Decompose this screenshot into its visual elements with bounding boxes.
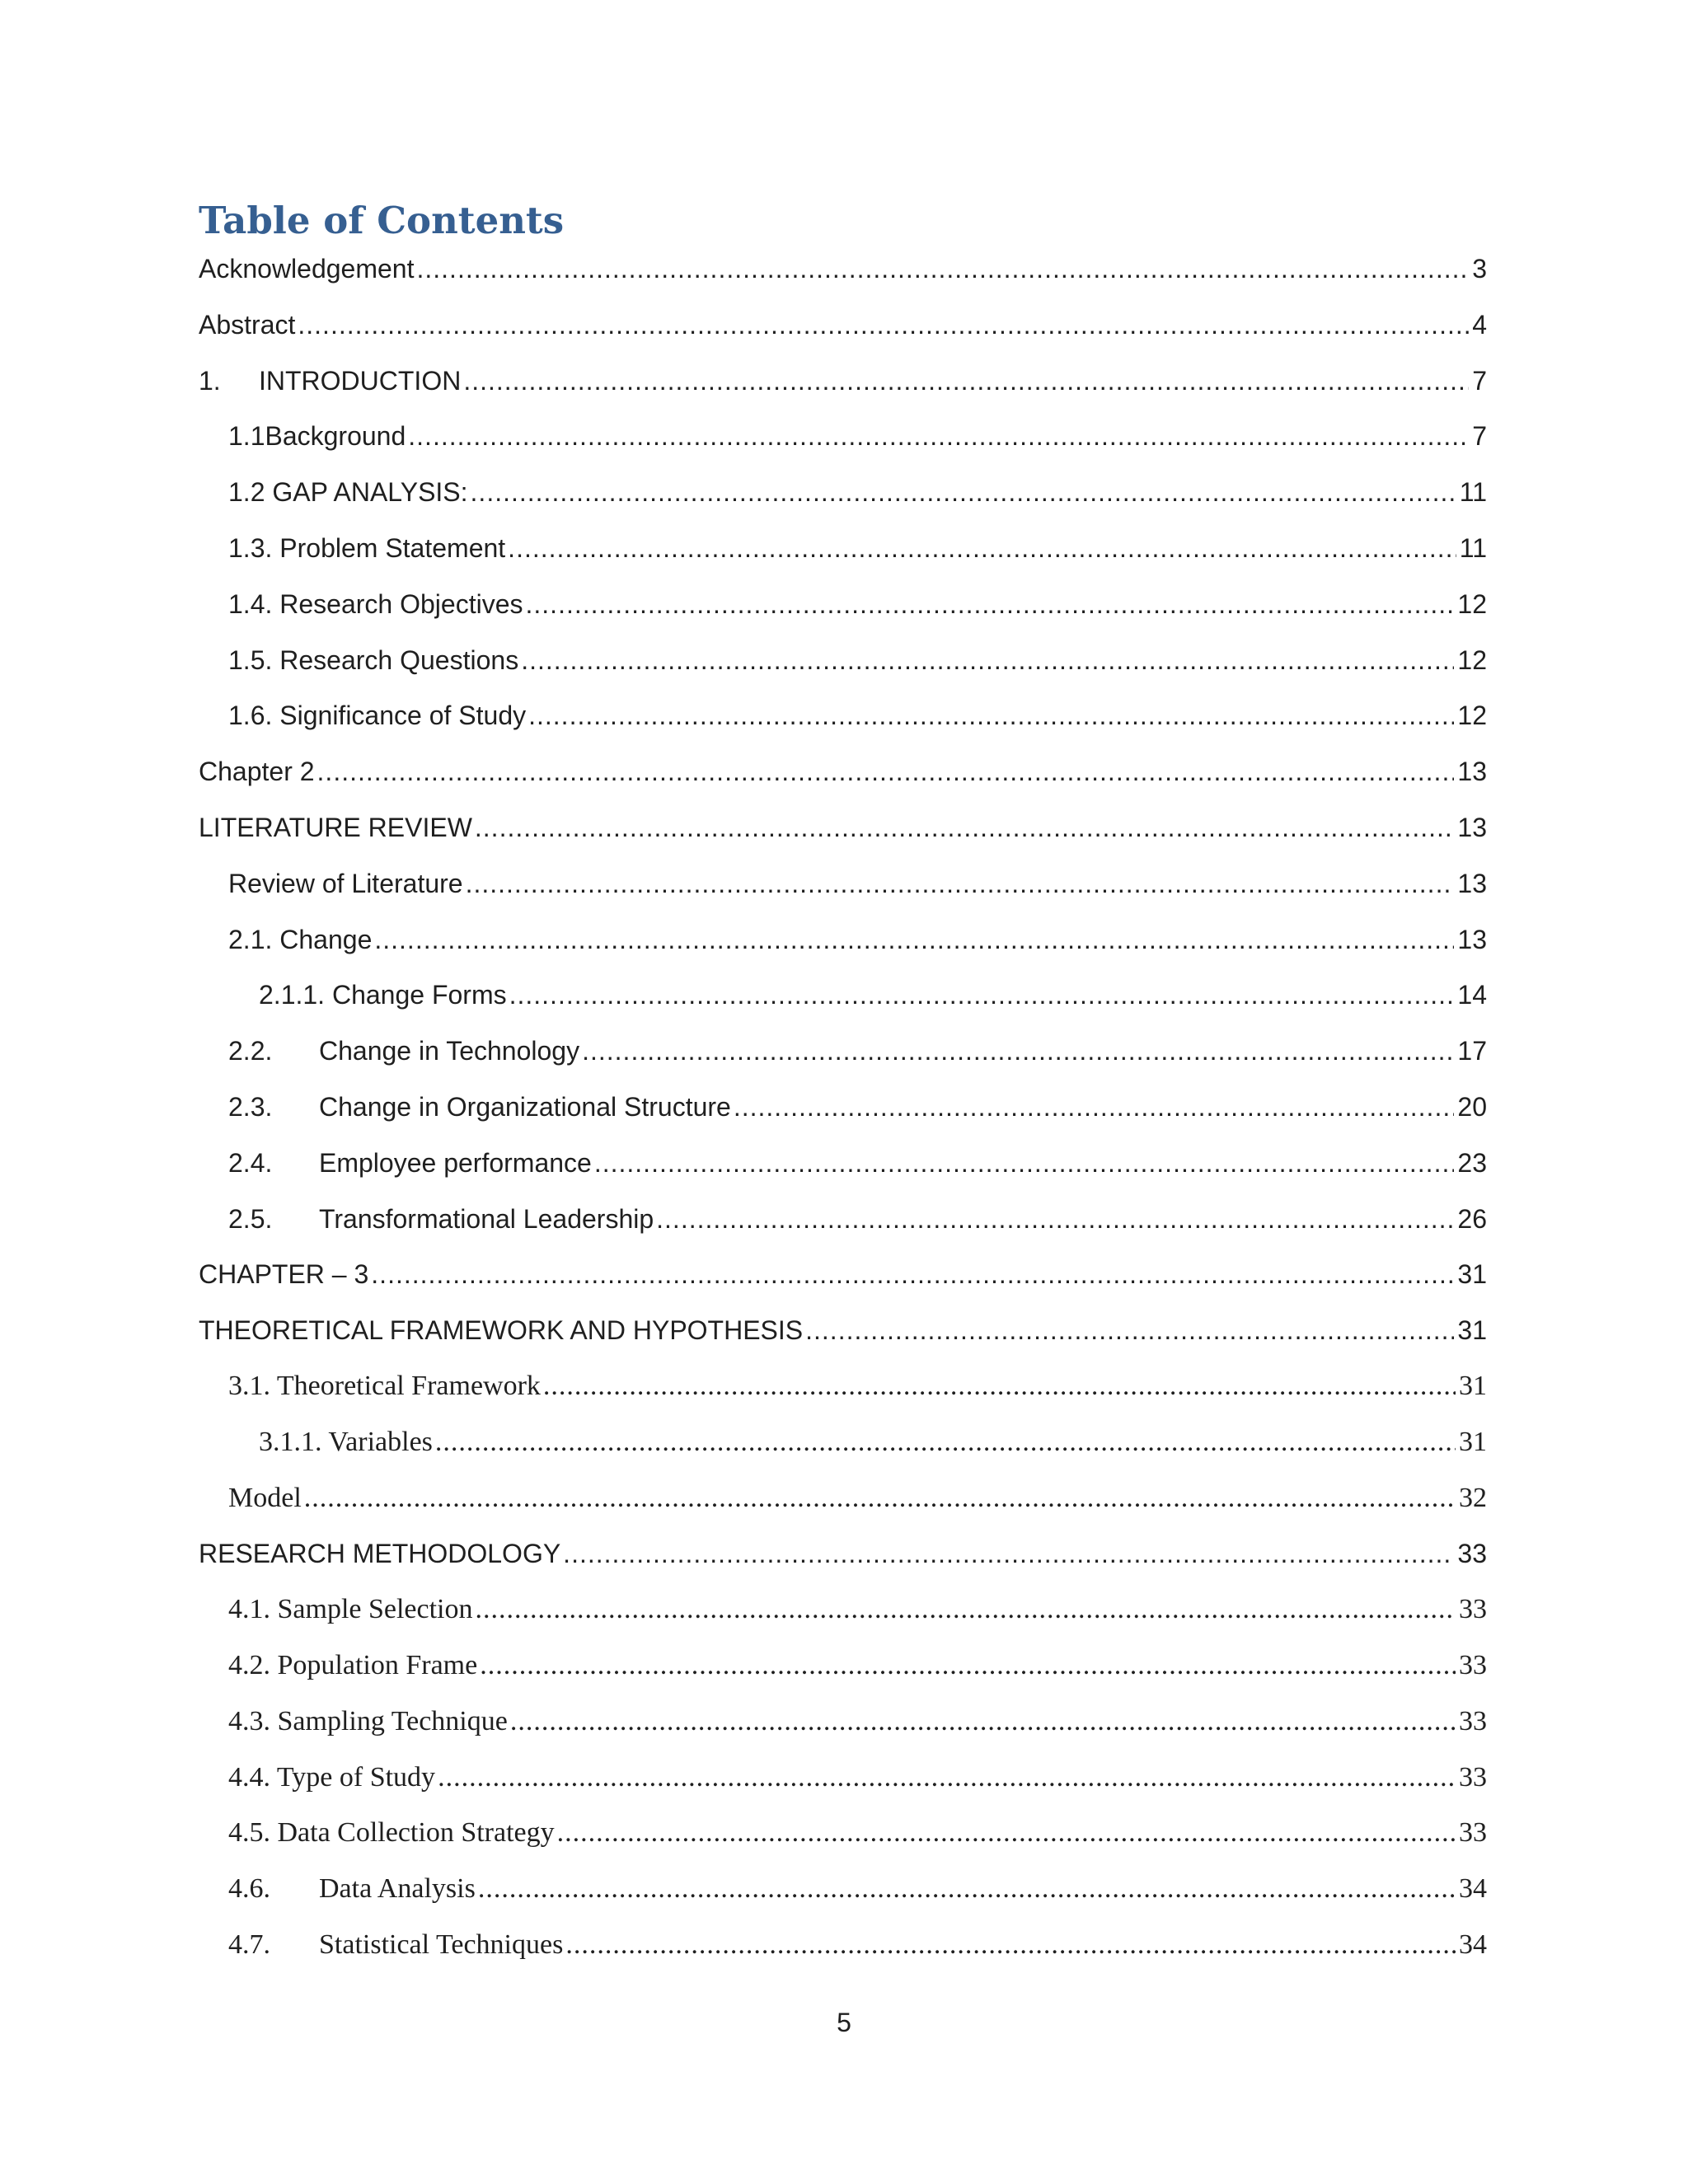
toc-entry[interactable] <box>228 1145 1487 1181</box>
toc-entry[interactable] <box>228 1760 1487 1796</box>
toc-dot-leader <box>510 1704 1456 1740</box>
toc-dot-leader <box>471 474 1456 510</box>
toc-entry-page-number: 26 <box>1457 1203 1487 1234</box>
toc-entry-number: 2.4. <box>228 1147 273 1178</box>
toc-entry[interactable] <box>199 251 1487 287</box>
toc-dot-leader <box>435 1424 1456 1460</box>
toc-entry-label: Review of Literature <box>228 868 463 898</box>
toc-entry-page-number: 12 <box>1457 588 1487 619</box>
toc-entry-label: Statistical Techniques <box>319 1929 564 1960</box>
toc-entry[interactable] <box>199 363 1487 399</box>
toc-entry[interactable] <box>228 586 1487 622</box>
toc-entry[interactable] <box>228 418 1487 454</box>
toc-entry-number: 2.2. <box>228 1036 273 1066</box>
toc-dot-leader <box>557 1815 1456 1851</box>
toc-entry[interactable] <box>228 1927 1487 1963</box>
toc-dot-leader <box>526 586 1455 622</box>
toc-entry[interactable] <box>259 1424 1487 1460</box>
toc-entry-label: LITERATURE REVIEW <box>199 813 472 842</box>
toc-entry-label: 4.4. Type of Study <box>228 1761 436 1793</box>
toc-entry[interactable] <box>228 1201 1487 1237</box>
toc-entry-page-number: 34 <box>1459 1873 1487 1905</box>
toc-entry-page-number: 12 <box>1457 644 1487 675</box>
toc-entry-page-number: 33 <box>1459 1594 1487 1625</box>
toc-entry-page-number: 7 <box>1472 421 1487 452</box>
toc-dot-leader <box>408 418 1469 454</box>
toc-entry-page-number: 20 <box>1457 1092 1487 1122</box>
toc-entry-page-number: 13 <box>1457 924 1487 954</box>
toc-dot-leader <box>416 251 1469 287</box>
toc-entry[interactable] <box>228 474 1487 510</box>
toc-dot-leader <box>374 921 1454 958</box>
toc-entry[interactable] <box>228 1815 1487 1851</box>
toc-entry-label: 2.1.1. Change Forms <box>259 980 507 1010</box>
toc-entry-label: 1.2 GAP ANALYSIS: <box>228 477 468 508</box>
toc-entry[interactable] <box>228 697 1487 733</box>
toc-entry-label: 4.3. Sampling Technique <box>228 1705 508 1736</box>
toc-entry-number: 2.3. <box>228 1092 273 1122</box>
toc-entry-page-number: 34 <box>1459 1929 1487 1960</box>
toc-dot-leader <box>480 1647 1456 1684</box>
toc-entry-number: 4.7. <box>228 1929 270 1960</box>
toc-entry[interactable] <box>199 1312 1487 1348</box>
toc-entry-label: Data Analysis <box>319 1873 476 1905</box>
toc-entry[interactable] <box>199 307 1487 343</box>
toc-entry-page-number: 31 <box>1457 1315 1487 1346</box>
toc-entry-page-number: 23 <box>1457 1147 1487 1178</box>
toc-entry-label: Model <box>228 1482 302 1513</box>
toc-entry-label: Employee performance <box>319 1147 592 1178</box>
toc-entry-page-number: 33 <box>1457 1539 1487 1569</box>
toc-entry-page-number: 13 <box>1457 813 1487 842</box>
toc-entry-label: 4.5. Data Collection Strategy <box>228 1817 555 1849</box>
toc-dot-leader <box>508 530 1456 566</box>
toc-dot-leader <box>509 977 1455 1013</box>
toc-dot-leader <box>438 1760 1456 1796</box>
toc-entry[interactable] <box>228 1871 1487 1907</box>
toc-entry-label: Change in Organizational Structure <box>319 1092 731 1122</box>
toc-entry-label: 4.1. Sample Selection <box>228 1594 473 1625</box>
toc-entry-page-number: 33 <box>1459 1817 1487 1849</box>
toc-entry[interactable] <box>199 1256 1487 1292</box>
toc-entry-page-number: 31 <box>1459 1371 1487 1401</box>
toc-entry-label: THEORETICAL FRAMEWORK AND HYPOTHESIS <box>199 1315 804 1346</box>
toc-entry[interactable] <box>228 1704 1487 1740</box>
toc-entry-page-number: 32 <box>1459 1482 1487 1513</box>
toc-entry-label: 4.2. Population Frame <box>228 1650 478 1680</box>
page-number: 5 <box>837 2008 851 2037</box>
toc-entry-label: RESEARCH METHODOLOGY <box>199 1539 561 1569</box>
toc-dot-leader <box>466 865 1455 902</box>
toc-dot-leader <box>521 642 1454 678</box>
toc-entry-label: Change in Technology <box>319 1036 580 1066</box>
toc-entry-label: 3.1.1. Variables <box>259 1426 433 1457</box>
toc-entry-label: 1.4. Research Objectives <box>228 588 523 619</box>
toc-dot-leader <box>594 1145 1455 1181</box>
toc-entry[interactable] <box>228 865 1487 902</box>
toc-entry-page-number: 3 <box>1472 254 1487 284</box>
toc-entry-label: 3.1. Theoretical Framework <box>228 1371 541 1401</box>
toc-entry-page-number: 33 <box>1459 1650 1487 1680</box>
toc-entry-page-number: 31 <box>1459 1426 1487 1457</box>
toc-entry-page-number: 11 <box>1459 533 1487 563</box>
toc-entry-label: Acknowledgement <box>199 254 415 284</box>
toc-entry[interactable] <box>199 809 1487 846</box>
toc-entry[interactable] <box>228 1033 1487 1069</box>
toc-dot-leader <box>476 1591 1456 1628</box>
toc-entry-label: Chapter 2 <box>199 757 315 787</box>
toc-dot-leader <box>317 753 1455 790</box>
toc-dot-leader <box>656 1201 1454 1237</box>
toc-entry-page-number: 17 <box>1457 1036 1487 1066</box>
toc-entry-page-number: 4 <box>1472 309 1487 340</box>
toc-dot-leader <box>528 697 1454 733</box>
toc-dot-leader <box>475 809 1455 846</box>
toc-entry-page-number: 33 <box>1459 1705 1487 1736</box>
toc-entry-number: 4.6. <box>228 1873 270 1905</box>
toc-entry[interactable] <box>228 1591 1487 1628</box>
toc-entry[interactable] <box>228 642 1487 678</box>
toc-entry[interactable] <box>259 977 1487 1013</box>
toc-entry[interactable] <box>228 921 1487 958</box>
toc-entry[interactable] <box>228 1089 1487 1125</box>
toc-entry-page-number: 31 <box>1457 1259 1487 1290</box>
toc-entry-page-number: 14 <box>1457 980 1487 1010</box>
toc-entry-page-number: 33 <box>1459 1761 1487 1793</box>
toc-entry-label: Abstract <box>199 309 296 340</box>
toc-dot-leader <box>463 363 1469 399</box>
toc-entry-label: 1.1Background <box>228 421 406 452</box>
toc-dot-leader <box>298 307 1469 343</box>
toc-entry-page-number: 11 <box>1459 477 1487 508</box>
toc-dot-leader <box>371 1256 1454 1292</box>
toc-entry-page-number: 12 <box>1457 701 1487 731</box>
toc-dot-leader <box>563 1535 1454 1572</box>
toc-entry-page-number: 13 <box>1457 868 1487 898</box>
toc-entry-page-number: 7 <box>1472 365 1487 396</box>
toc-entry-label: 1.6. Significance of Study <box>228 701 527 731</box>
toc-dot-leader <box>543 1368 1456 1404</box>
toc-entry-label: 1.3. Problem Statement <box>228 533 506 563</box>
toc-entry[interactable] <box>228 1368 1487 1404</box>
toc-dot-leader <box>304 1480 1456 1516</box>
toc-entry-label: CHAPTER – 3 <box>199 1259 369 1290</box>
toc-entry-number: 2.5. <box>228 1203 273 1234</box>
toc-entry[interactable] <box>228 1647 1487 1684</box>
toc-dot-leader <box>478 1871 1456 1907</box>
toc-entry[interactable] <box>199 1535 1487 1572</box>
toc-entry-label: 1.5. Research Questions <box>228 644 519 675</box>
toc-entry[interactable] <box>228 530 1487 566</box>
toc-entry-number: 1. <box>199 365 221 396</box>
toc-entry-label: INTRODUCTION <box>259 365 462 396</box>
toc-dot-leader <box>565 1927 1456 1963</box>
toc-entry-label: 2.1. Change <box>228 924 373 954</box>
toc-entry-label: Transformational Leadership <box>319 1203 654 1234</box>
toc-dot-leader <box>734 1089 1455 1125</box>
toc-heading: Table of Contents <box>199 199 565 242</box>
toc-dot-leader <box>805 1312 1454 1348</box>
toc-entry-page-number: 13 <box>1457 757 1487 787</box>
toc-entry[interactable] <box>199 753 1487 790</box>
toc-entry[interactable] <box>228 1480 1487 1516</box>
toc-dot-leader <box>582 1033 1454 1069</box>
